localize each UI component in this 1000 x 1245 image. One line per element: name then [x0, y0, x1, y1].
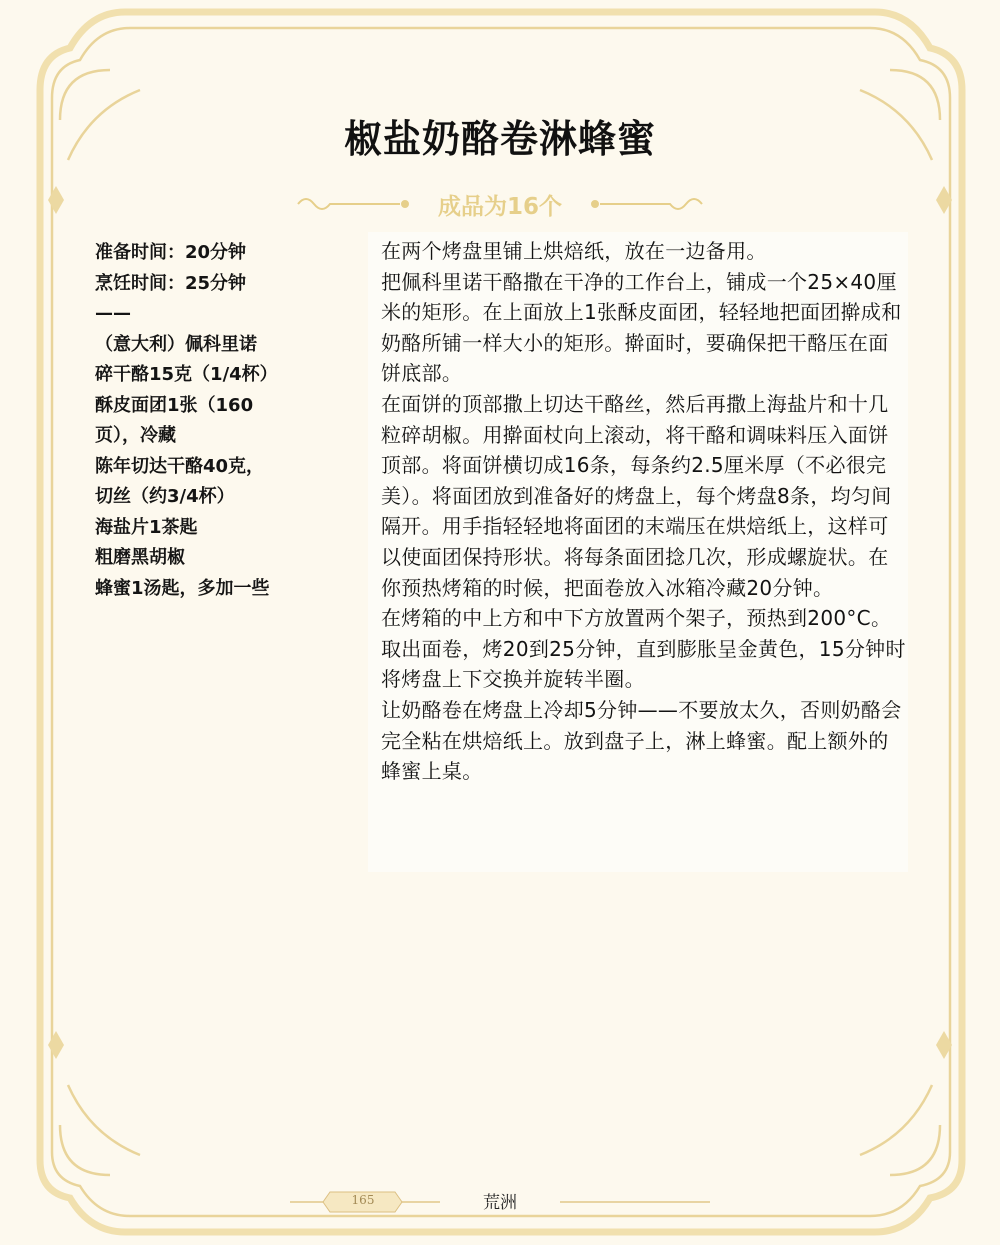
cook-time: 烹饪时间：25分钟	[95, 272, 247, 294]
instruction-step: 取出面卷，烤20到25分钟，直到膨胀呈金黄色，15分钟时将烤盘上下交换并旋转半圈。	[381, 636, 906, 692]
ingredient-line: 页），冷藏	[95, 425, 176, 446]
recipe-title: 椒盐奶酪卷淋蜂蜜	[343, 117, 656, 161]
info-divider: ——	[95, 303, 131, 324]
ingredient-line: 粗磨黑胡椒	[95, 547, 185, 568]
instruction-step: 在两个烤盘里铺上烘焙纸，放在一边备用。	[381, 239, 767, 263]
ingredient-line: （意大利）佩科里诺	[95, 333, 257, 355]
section-label: 荒洲	[483, 1193, 517, 1213]
ingredients-column	[95, 238, 340, 604]
instructions-column	[368, 232, 908, 872]
instruction-step: 把佩科里诺干酪撒在干净的工作台上，铺成一个25×40厘米的矩形。在上面放上1张酥皮面团，轻轻地把面团擀成和奶酪所铺一样大小的矩形。擀面时，要确保把干酪压在面饼底部。	[381, 269, 902, 386]
instruction-step: 让奶酪卷在烤盘上冷却5分钟——不要放太久，否则奶酪会完全粘在烘焙纸上。放到盘子上，淋上蜂蜜。配上额外的蜂蜜上桌。	[381, 697, 902, 784]
page-number: 165	[351, 1193, 375, 1207]
ingredient-line: 碎干酪15克（1/4杯）	[95, 364, 278, 385]
yield-banner	[290, 184, 710, 224]
yield-text: 成品为16个	[437, 194, 562, 220]
instruction-step: 在烤箱的中上方和中下方放置两个架子，预热到200°C。	[381, 606, 892, 631]
ingredient-line: 蜂蜜1汤匙，多加一些	[95, 577, 270, 599]
instruction-step: 在面饼的顶部撒上切达干酪丝，然后再撒上海盐片和十几粒碎胡椒。用擀面杖向上滚动，将干酪和调味料压入面饼顶部。将面饼横切成16条，每条约2.5厘米厚（不必很完美）。将面团放到准备好的烤盘上，每个烤盘8条，均匀间隔开。用手指轻轻地将面团的末端压在烘焙纸上，这样可以使面团保持形状。将每条面团捻几次，形成螺旋状。在你预热烤箱的时候，把面卷放入冰箱冷藏20分钟。	[381, 391, 892, 600]
ingredient-line: 切丝（约3/4杯）	[95, 486, 235, 507]
ingredient-line: 陈年切达干酪40克，	[95, 455, 265, 477]
ingredient-line: 海盐片1茶匙	[95, 516, 198, 538]
prep-time: 准备时间：20分钟	[95, 242, 247, 263]
ingredient-line: 酥皮面团1张（160	[95, 394, 254, 416]
